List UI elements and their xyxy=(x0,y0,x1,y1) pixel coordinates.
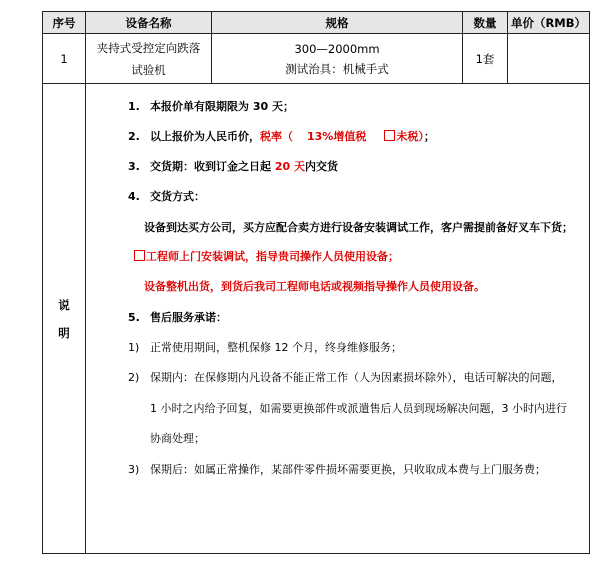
service-1: 1) 正常使用期间，整机保修 12 个月，终身维修服务； xyxy=(128,341,402,354)
note-3: 3. 交货期：收到订金之日起 20 天内交货 xyxy=(128,160,338,173)
service-2-cont-1: 1 小时之内给予回复，如需要更换部件或派遣售后人员到现场解决问题，3 小时内进行 xyxy=(150,402,567,415)
note-2: 2. 以上报价为人民币价，税率（ 13%增值税 未税）； xyxy=(128,130,435,143)
notes-label xyxy=(43,84,86,554)
header-price: 单价（RMB） xyxy=(508,12,590,34)
note-5: 5. 售后服务承诺： xyxy=(128,311,227,324)
item-name xyxy=(86,34,212,84)
service-2-cont-2: 协商处理； xyxy=(150,432,205,445)
notes-content xyxy=(86,84,590,554)
header-name: 设备名称 xyxy=(86,12,212,34)
header-row xyxy=(43,12,590,34)
header-spec: 规格 xyxy=(212,12,463,34)
item-spec-line1: 300—2000mm xyxy=(294,41,380,56)
header-qty: 数量 xyxy=(463,12,508,34)
notes-row xyxy=(43,84,590,554)
header-seq: 序号 xyxy=(43,12,86,34)
item-name-line1: 夹持式受控定向跌落 xyxy=(96,40,201,55)
notes-label-char2: 明 xyxy=(58,325,70,340)
note-1: 1. 本报价单有限期限为 30 天； xyxy=(128,100,294,113)
item-seq: 1 xyxy=(43,34,86,84)
delivery-option-1: 设备到达买方公司，买方应配合卖方进行设备安装调试工作，客户需提前备好叉车下货； xyxy=(144,221,573,234)
checkbox-icon xyxy=(384,130,395,141)
item-qty: 1套 xyxy=(463,34,508,84)
item-name-line2: 试验机 xyxy=(131,62,166,77)
delivery-option-2: 工程师上门安装调试，指导贵司操作人员使用设备； xyxy=(134,248,399,264)
table-row xyxy=(43,34,590,84)
item-spec-line2: 测试治具：机械手式 xyxy=(285,61,389,76)
service-3: 3) 保期后：如属正常操作，某部件零件损坏需要更换，只收取成本费与上门服务费； xyxy=(128,463,546,476)
service-2: 2) 保期内：在保修期内凡设备不能正常工作（人为因素损坏除外），电话可解决的问题， xyxy=(128,371,563,384)
note-4: 4. 交货方式： xyxy=(128,190,205,203)
checkbox-icon xyxy=(134,250,145,261)
item-price xyxy=(508,34,590,84)
quotation-table xyxy=(42,11,590,554)
item-spec xyxy=(212,34,463,84)
notes-label-char1: 说 xyxy=(58,297,70,312)
delivery-option-3: 设备整机出货，到货后我司工程师电话或视频指导操作人员使用设备。 xyxy=(144,280,485,293)
